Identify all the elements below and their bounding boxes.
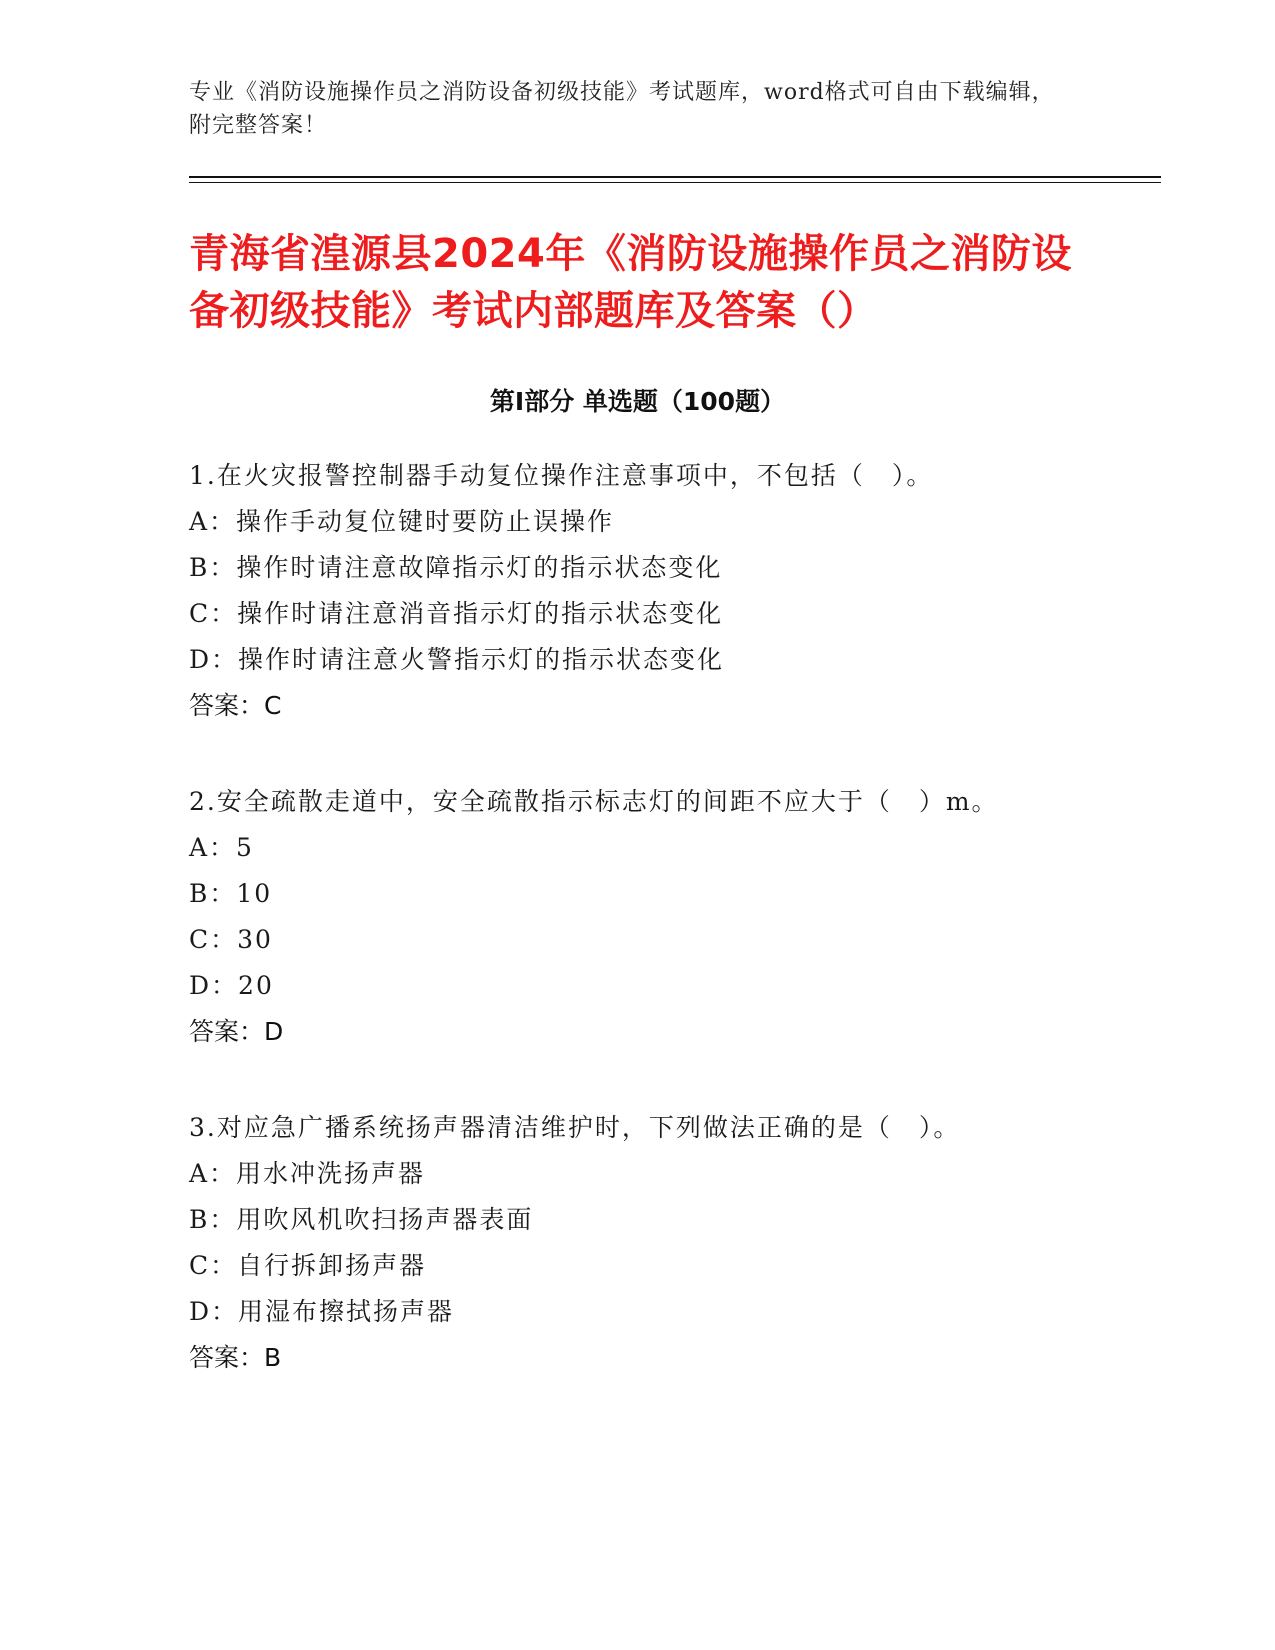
option-c: C：自行拆卸扬声器 — [189, 1251, 427, 1280]
header-divider-thin — [189, 182, 1161, 183]
header-note: 专业《消防设施操作员之消防设备初级技能》考试题库，word格式可自由下载编辑，附完整答案！ — [189, 80, 1055, 138]
option-d: D：操作时请注意火警指示灯的指示状态变化 — [189, 645, 725, 674]
option-c: C：操作时请注意消音指示灯的指示状态变化 — [189, 599, 724, 628]
question-1 — [189, 453, 1129, 729]
answer: 答案：D — [189, 1017, 284, 1046]
option-c: C：30 — [189, 925, 273, 954]
answer: 答案：C — [189, 691, 282, 720]
question-stem: 3.对应急广播系统扬声器清洁维护时，下列做法正确的是（ ）。 — [189, 1113, 961, 1142]
option-a: A：操作手动复位键时要防止误操作 — [189, 507, 615, 536]
option-b: B：操作时请注意故障指示灯的指示状态变化 — [189, 553, 723, 582]
header-divider-thick — [189, 176, 1161, 178]
option-b: B：用吹风机吹扫扬声器表面 — [189, 1205, 534, 1234]
option-d: D：20 — [189, 971, 274, 1000]
question-stem: 2.安全疏散走道中，安全疏散指示标志灯的间距不应大于（ ）m。 — [189, 787, 999, 816]
option-a: A：用水冲洗扬声器 — [189, 1159, 426, 1188]
question-stem: 1.在火灾报警控制器手动复位操作注意事项中，不包括（ ）。 — [189, 461, 934, 490]
question-2 — [189, 779, 1129, 1055]
answer: 答案：B — [189, 1343, 282, 1372]
option-b: B：10 — [189, 879, 273, 908]
option-d: D：用湿布擦拭扬声器 — [189, 1297, 455, 1326]
question-3 — [189, 1105, 1129, 1381]
document-title: 青海省湟源县2024年《消防设施操作员之消防设备初级技能》考试内部题库及答案（） — [189, 231, 1072, 334]
option-a: A：5 — [189, 833, 254, 862]
section-heading: 第I部分 单选题（100题） — [489, 387, 786, 416]
